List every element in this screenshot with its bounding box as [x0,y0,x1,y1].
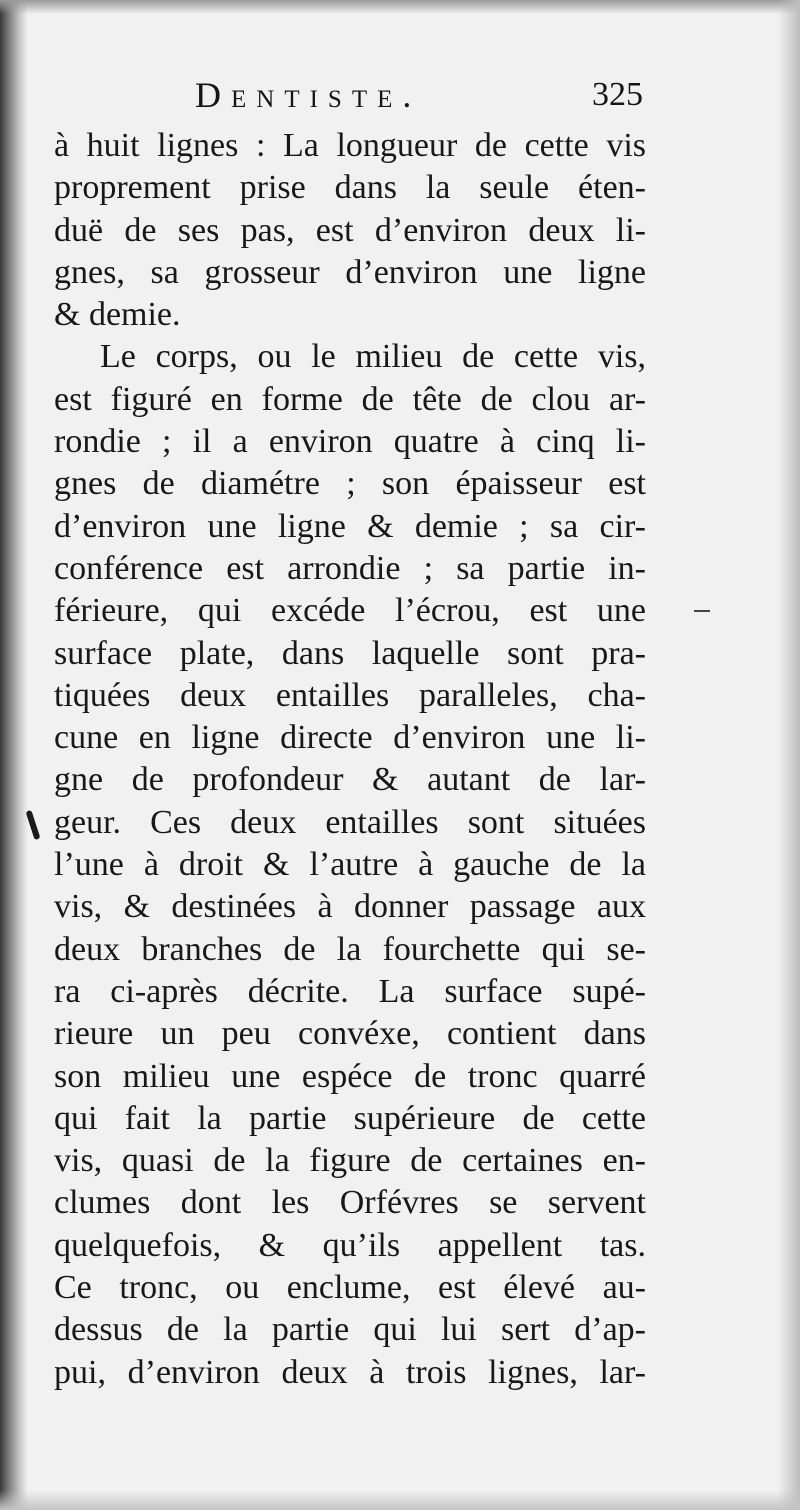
text-line: duë de ses pas, est d’environ deux li- [54,211,646,249]
text-line: tiquées deux entailles paralleles, cha- [54,676,646,714]
text-line: qui fait la partie supérieure de cette [54,1099,646,1137]
text-line: cune en ligne directe d’environ une li- [54,719,646,757]
body-text [54,125,646,1394]
text-line: ra ci-après décrite. La surface supé- [54,972,646,1010]
text-line: geur. Ces deux entailles sont situées [54,803,646,841]
text-line: rieure un peu convéxe, contient dans [54,1015,646,1053]
text-line: clumes dont les Orfévres se servent [54,1184,646,1222]
text-line: d’environ une ligne & demie ; sa cir- [54,507,646,545]
text-line: conférence est arrondie ; sa partie in- [54,549,646,587]
text-line: férieure, qui excéde l’écrou, est une [54,592,646,630]
page-top-edge [0,0,800,14]
page-number: 325 [592,76,643,113]
text-line: gnes de diamétre ; son épaisseur est [54,465,646,503]
page-right-edge [778,0,800,1510]
text-line: est figuré en forme de tête de clou ar- [54,380,646,418]
text-line: proprement prise dans la seule éten- [54,169,646,207]
page-gutter-shadow [0,0,28,1510]
text-line: surface plate, dans laquelle sont pra- [54,634,646,672]
text-line: son milieu une espéce de tronc quarré [54,1057,646,1095]
text-line: vis, quasi de la figure de certaines en- [54,1142,646,1180]
text-line: gne de profondeur & autant de lar- [54,761,646,799]
paragraph-start-line: Le corps, ou le milieu de cette vis, [100,338,646,376]
text-line: vis, & destinées à donner passage aux [54,888,646,926]
running-head-title: Dentiste. [195,75,422,115]
margin-dash-mark [694,610,710,612]
text-line: gnes, sa grosseur d’environ une ligne [54,253,646,291]
text-line: quelquefois, & qu’ils appellent tas. [54,1226,646,1264]
text-line: & demie. [54,296,181,334]
running-head [195,72,643,124]
text-line: l’une à droit & l’autre à gauche de la [54,846,646,884]
text-line: pui, d’environ deux à trois lignes, lar- [54,1353,646,1391]
page-bottom-edge [0,1490,800,1510]
text-line: Ce tronc, ou enclume, est élevé au- [54,1269,646,1307]
text-line: à huit lignes : La longueur de cette vis [54,127,646,164]
text-line: rondie ; il a environ quatre à cinq li- [54,423,646,461]
text-line: deux branches de la fourchette qui se- [54,930,646,968]
text-line: dessus de la partie qui lui sert d’ap- [54,1311,646,1349]
